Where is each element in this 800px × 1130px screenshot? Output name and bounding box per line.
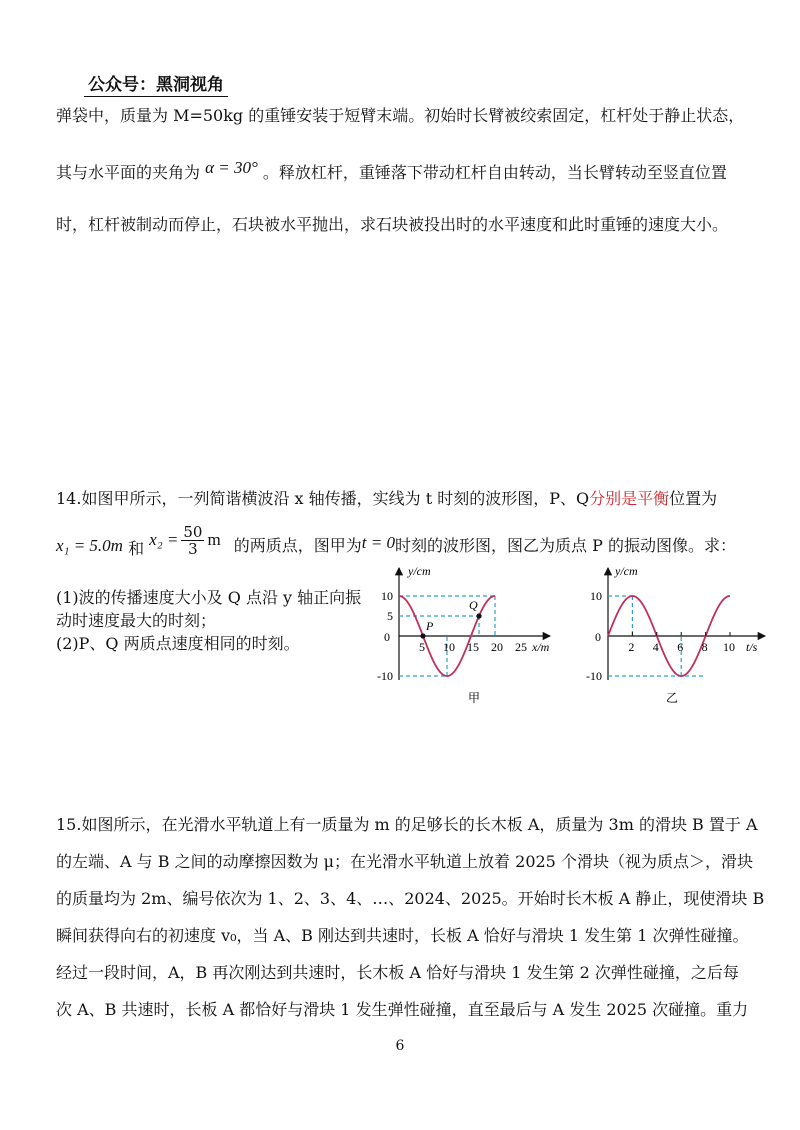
q14-sub-2: (2)P、Q 两质点速度相同的时刻。	[56, 634, 300, 653]
x-tick-label: 15	[467, 640, 479, 654]
x-tick-label: 20	[491, 640, 503, 654]
x2-denominator: 3	[188, 540, 198, 558]
y-tick-label: 5	[387, 609, 393, 623]
origin-label: 0	[384, 630, 390, 644]
q13-line-2-text: 其与水平面的夹角为	[56, 163, 201, 182]
q13-line-1: 弹袋中，质量为 M=50kg 的重锤安装于短臂末端。初始时长臂被绞索固定，杠杆处于静止状态，	[56, 106, 745, 125]
q15-line-6: 次 A、B 共速时，长板 A 都恰好与滑块 1 发生弹性碰撞，直至最后与 A 发生 2025 次碰撞。重力	[56, 1000, 749, 1019]
y-tick-label: 10	[381, 589, 393, 603]
x1-formula: x₁ = 5.0m	[56, 536, 123, 555]
t0-formula: t = 0	[361, 533, 395, 552]
q13-line-2-text-end: 。释放杠杆，重锤落下带动杠杆自由转动，当长臂转动至竖直位置	[262, 163, 727, 182]
x2-formula: x₂ =	[149, 530, 179, 549]
y-axis-label: y/cm	[408, 564, 431, 578]
x2-numerator: 50	[183, 523, 203, 541]
y-tick-label: -10	[377, 669, 393, 683]
point-label-P: P	[426, 619, 434, 633]
point-P	[420, 633, 425, 638]
point-label-Q: Q	[469, 598, 478, 612]
y-axis-label: y/cm	[615, 564, 638, 578]
chart-caption: 乙	[666, 691, 679, 705]
q15-line-1: 15.如图所示，在光滑水平轨道上有一质量为 m 的足够长的长木板 A，质量为 3m 的滑块 B 置于 A	[56, 815, 758, 834]
q15-line-4: 瞬间获得向右的初速度 v₀，当 A、B 刚达到共速时，长板 A 恰好与滑块 1 发生第 1 次弹性碰撞。	[56, 926, 749, 945]
q14-sub-1a: (1)波的传播速度大小及 Q 点沿 y 轴正向振	[56, 588, 362, 607]
q13-line-3: 时，杠杆被制动而停止，石块被水平抛出，求石块被投出时的水平速度和此时重锤的速度大小。	[56, 215, 729, 234]
x-tick-label: 25	[515, 640, 527, 654]
q14-line-1-text: 14.如图甲所示，一列简谐横波沿 x 轴传播，实线为 t 时刻的波形图，P、Q	[56, 489, 590, 508]
chart-caption: 甲	[468, 691, 481, 705]
and-word: 和	[128, 539, 145, 558]
x-axis-label: x/m	[532, 640, 550, 654]
x-tick-label: 10	[723, 640, 735, 654]
x2-unit: m	[207, 530, 221, 549]
q14-highlighted-text: 分别是平衡	[589, 489, 670, 508]
x-tick-label: 8	[701, 640, 708, 654]
x-tick-label: 2	[628, 640, 635, 654]
q15-line-5: 经过一段时间，A，B 再次刚达到共速时，长木板 A 恰好与滑块 1 发生第 2 次弹性碰撞，之后每	[56, 963, 739, 982]
x-tick-label: 10	[443, 640, 455, 654]
q14-line-2-text-end: 时刻的波形图，图乙为质点 P 的振动图像。求：	[395, 536, 736, 555]
q14-line-1-text-end: 位置为	[669, 489, 718, 508]
point-Q	[476, 613, 481, 618]
q14-line-1	[56, 489, 717, 509]
x-tick-label: 6	[677, 640, 684, 654]
x-tick-label: 4	[652, 640, 659, 654]
wave-chart-jia	[360, 560, 560, 710]
x-axis-label: t/s	[746, 640, 758, 654]
vibration-chart-yi	[580, 560, 780, 710]
page-number: 6	[395, 1038, 405, 1054]
origin-label: 0	[595, 630, 601, 644]
q14-sub-1b: 动时速度最大的时刻；	[56, 611, 217, 630]
q14-line-2	[56, 523, 736, 563]
q15-line-2: 的左端、A 与 B 之间的动摩擦因数为 μ；在光滑水平轨道上放着 2025 个滑块（视为质点＞，滑块	[56, 852, 753, 871]
q15-line-3: 的质量均为 2m、编号依次为 1、2、3、4、…、2024、2025。开始时长木板 A 静止，现使滑块 B	[56, 889, 765, 908]
q13-line-2	[56, 158, 727, 183]
y-tick-label: 10	[590, 589, 602, 603]
x-tick-label: 5	[419, 640, 425, 654]
y-tick-label: -10	[586, 669, 602, 683]
x2-fraction	[181, 524, 204, 557]
q14-line-2-text: 的两质点，图甲为	[233, 536, 362, 555]
watermark: 公众号：黑洞视角	[84, 70, 228, 97]
angle-formula: α = 30°	[205, 158, 258, 177]
